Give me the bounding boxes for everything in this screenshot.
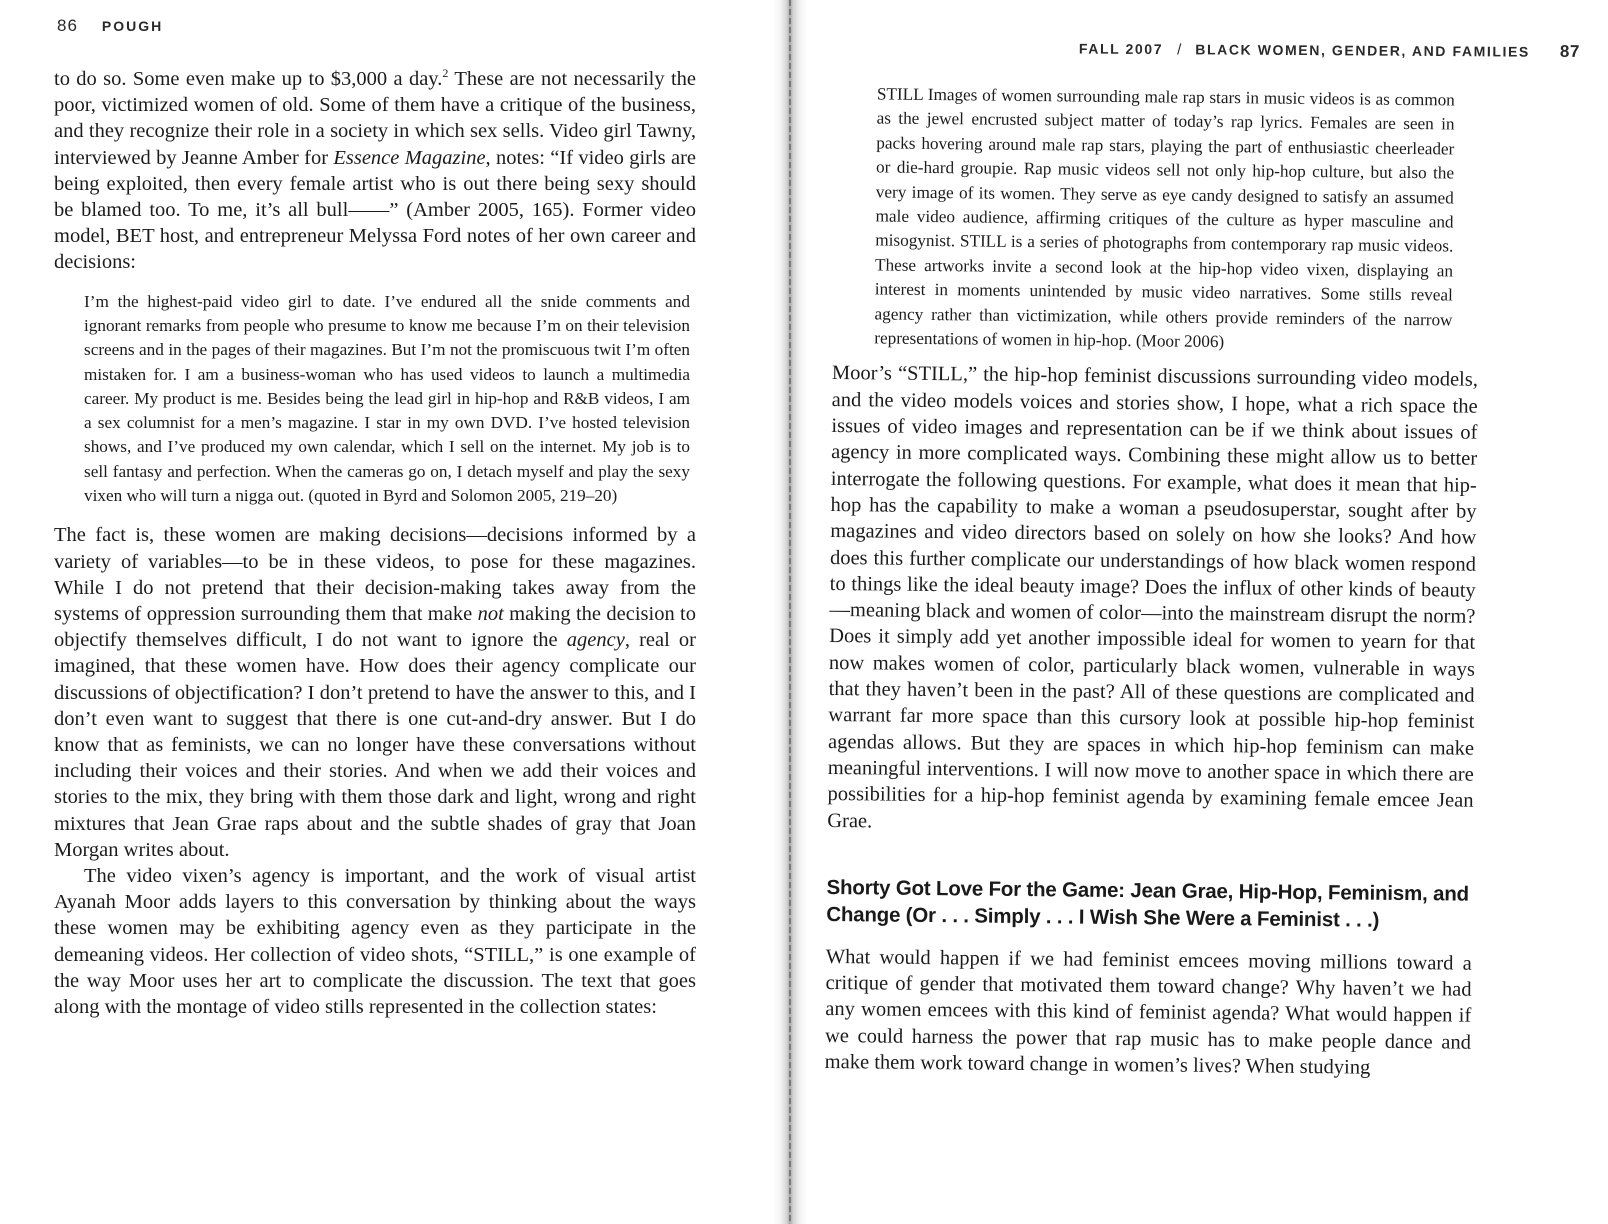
magazine-title: Essence Magazine (333, 146, 486, 169)
footnote-marker: 2 (442, 66, 449, 81)
right-running-head-title: BLACK WOMEN, GENDER, AND FAMILIES (1195, 41, 1531, 60)
book-spine-line (789, 0, 791, 1224)
left-paragraph-1: to do so. Some even make up to $3,000 a day.$^2$ These are not necessarily the poor, victimized women of old. Some of them have a critique of the business, and they recognize their role in a society in which sex sells. Video girl Tawny, interviewed by Jeanne Amber for Essence Magazine, notes: “If video girls are being exploited, then every female artist who is out there being sexy should be blamed too. To me, it’s all bull——” (Amber 2005, 165). Former video model, BET host, and entrepreneur Melyssa Ford notes of her own career and decisions: (54, 66, 697, 274)
section-heading: Shorty Got Love For the Game: Jean Grae, Hip-Hop, Feminism, and Change (Or . . . Simply . . . I Wish She Were a Feminist . . .) (826, 875, 1470, 932)
left-page-number: 86 (57, 16, 78, 35)
left-text-column (54, 66, 696, 1020)
right-paragraph-2: What would happen if we had feminist emcees moving millions toward a critique of gender that motivated them toward change? Why haven’t we had any women emcees with this kind of feminist agenda? What would happen if we could harness the power that rap music has to make people dance and make them work toward change in women’s lives? When studying (824, 945, 1472, 1079)
right-text-column (825, 82, 1481, 1082)
block-quote-moor: STILL Images of women surrounding male rap stars in music videos is as common as the jewel encrusted subject matter of today’s rap lyrics. Females are seen in packs hovering around male rap stars, playing the part of enthusiastic cheerleader or die-hard groupie. Rap music videos sell not only hip-hop culture, but also the very image of its women. They serve as eye candy designed to satisfy an assumed male video audience, affirming critiques of the culture as hyper masculine and misogynist. STILL is a series of photographs from contemporary rap music videos. These artworks invite a second look at the hip-hop video vixen, displaying an interest in moments unintended by music video narratives. Some stills reveal agency rather than victimization, while others provide reminders of the narrow representations of women in hip-hop. (Moor 2006) (874, 84, 1455, 352)
left-running-head (57, 16, 163, 36)
right-paragraph-1: Moor’s “STILL,” the hip-hop feminist discussions surrounding video models, and the video models voices and stories show, I hope, what a rich space the issues of video images and representation can be if we think about issues of agency in more complicated ways. Combining these might allow us to better interrogate the following questions. For example, what does it mean that hip-hop has the capability to make a woman a pseudosuperstar, sought after by magazines and video directors based on solely on how she looks? And how does this further complicate our understandings of how black women respond to things like the ideal beauty image? Does the influx of other kinds of beauty—meaning black and women of color—into the mainstream disrupt the norm? Does it simply add yet another impossible ideal for women to yearn for that now makes women of color, particularly black women, vulnerable in ways that they haven’t been in the past? All of these questions are complicated and warrant far more space than this cursory look at possible hip-hop feminist agendas allows. But they are spaces in which hip-hop feminism can make meaningful interventions. I will now move to another space in which there are possibilities for a hip-hop feminist agenda by examining female emcee Jean Grae. (827, 362, 1479, 832)
left-paragraph-2: The fact is, these women are making decisions—decisions informed by a variety of variables—to be in these videos, to pose for these magazines. While I do not pretend that their decision-making takes away from the systems of oppression surrounding them that make not making the decision to objectify themselves difficult, I do not want to ignore the agency, real or imagined, that these women have. How does their agency complicate our discussions of objectification? I don’t pretend to have the answer to this, and I don’t even want to suggest that there is one cut-and-dry answer. But I do know that as feminists, we can no longer have these conversations without including their voices and their stories. And when we add their voices and stories to the mix, they bring with them those dark and light, wrong and right mixtures that Jean Grae raps about and the subtle shades of gray that Joan Morgan writes about. (54, 524, 697, 861)
left-page (0, 0, 780, 1224)
left-running-head-author: POUGH (101, 18, 164, 34)
right-running-head (1079, 39, 1580, 62)
left-paragraph-3: The video vixen’s agency is important, and the work of visual artist Ayanah Moor adds layers to this conversation by thinking about the ways these women may be exhibiting agency even as they participate in the demeaning videos. Her collection of video shots, “STILL,” is one example of the way Moor uses her art to complicate the discussion. The text that goes along with the montage of video stills represented in the collection states: (54, 864, 696, 1018)
right-running-head-date: FALL 2007 (1078, 40, 1164, 58)
block-quote-ford: I’m the highest-paid video girl to date. I’ve endured all the snide comments and ignorant remarks from people who presume to know me because I’m on their television screens and in the pages of their magazines. But I’m not the promiscuous twit I’m often mistaken for. I am a business-woman who has used videos to launch a multimedia career. My product is me. Besides being the lead girl in hip-hop and R&B videos, I am a sex columnist for a men’s magazine. I star in my own DVD. I’ve hosted television shows, and I’ve produced my own calendar, which I sell on the internet. My job is to sell fantasy and perfection. When the cameras go on, I detach myself and play the sexy vixen who will turn a nigga out. (quoted in Byrd and Solomon 2005, 219–20) (84, 291, 690, 505)
right-page-number: 87 (1559, 41, 1580, 61)
running-head-separator: / (1177, 41, 1182, 59)
